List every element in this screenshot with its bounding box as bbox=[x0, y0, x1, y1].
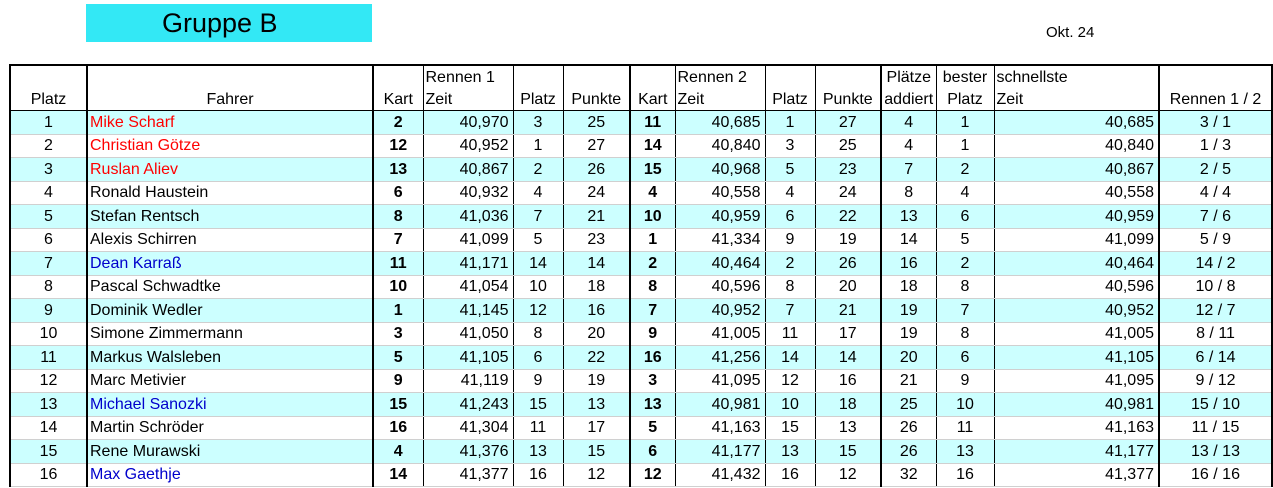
row-bester: 6 bbox=[936, 346, 994, 370]
row-platz2: 5 bbox=[765, 158, 815, 182]
row-kart1: 1 bbox=[373, 299, 423, 323]
row-addiert: 32 bbox=[881, 463, 936, 487]
table-row bbox=[10, 275, 1272, 299]
row-punkte1: 17 bbox=[563, 416, 630, 440]
row-bester: 2 bbox=[936, 252, 994, 276]
row-punkte1: 18 bbox=[563, 275, 630, 299]
row-punkte1: 12 bbox=[563, 463, 630, 487]
row-zeit2: 40,558 bbox=[675, 181, 765, 205]
header-plaetze-top: Plätze bbox=[881, 65, 936, 88]
row-platz1: 4 bbox=[513, 181, 563, 205]
row-kart1: 16 bbox=[373, 416, 423, 440]
row-kart2: 13 bbox=[630, 393, 675, 417]
row-zeit1: 40,932 bbox=[423, 181, 513, 205]
row-rennen12: 16 / 16 bbox=[1159, 463, 1272, 487]
row-punkte1: 27 bbox=[563, 134, 630, 158]
row-zeit2: 41,005 bbox=[675, 322, 765, 346]
table-body bbox=[10, 111, 1272, 487]
table-row bbox=[10, 440, 1272, 464]
row-platz1: 12 bbox=[513, 299, 563, 323]
row-fahrer: Max Gaethje bbox=[87, 463, 373, 487]
header-bester-bottom: Platz bbox=[936, 88, 994, 111]
row-rennen12: 15 / 10 bbox=[1159, 393, 1272, 417]
row-kart1: 2 bbox=[373, 111, 423, 135]
row-platz1: 13 bbox=[513, 440, 563, 464]
row-kart1: 15 bbox=[373, 393, 423, 417]
row-platz: 5 bbox=[10, 205, 87, 229]
row-addiert: 25 bbox=[881, 393, 936, 417]
header-kart1: Kart bbox=[373, 88, 423, 111]
row-zeit2: 40,959 bbox=[675, 205, 765, 229]
row-kart1: 7 bbox=[373, 228, 423, 252]
row-platz2: 14 bbox=[765, 346, 815, 370]
row-zeit1: 40,952 bbox=[423, 134, 513, 158]
row-fahrer: Pascal Schwadtke bbox=[87, 275, 373, 299]
row-schnellste: 40,596 bbox=[994, 275, 1159, 299]
row-rennen12: 8 / 11 bbox=[1159, 322, 1272, 346]
row-fahrer: Marc Metivier bbox=[87, 369, 373, 393]
row-zeit1: 41,050 bbox=[423, 322, 513, 346]
header-zeit1: Zeit bbox=[423, 88, 513, 111]
row-schnellste: 40,558 bbox=[994, 181, 1159, 205]
header-platz1: Platz bbox=[513, 88, 563, 111]
row-schnellste: 41,105 bbox=[994, 346, 1159, 370]
row-platz2: 16 bbox=[765, 463, 815, 487]
row-rennen12: 9 / 12 bbox=[1159, 369, 1272, 393]
row-kart1: 13 bbox=[373, 158, 423, 182]
row-kart1: 5 bbox=[373, 346, 423, 370]
row-fahrer: Martin Schröder bbox=[87, 416, 373, 440]
row-platz: 8 bbox=[10, 275, 87, 299]
header-fahrer: Fahrer bbox=[87, 88, 373, 111]
row-zeit2: 41,095 bbox=[675, 369, 765, 393]
row-platz2: 13 bbox=[765, 440, 815, 464]
table-row bbox=[10, 205, 1272, 229]
row-platz1: 7 bbox=[513, 205, 563, 229]
row-platz2: 10 bbox=[765, 393, 815, 417]
row-punkte1: 21 bbox=[563, 205, 630, 229]
row-punkte2: 26 bbox=[815, 252, 881, 276]
table-row bbox=[10, 393, 1272, 417]
row-zeit2: 40,840 bbox=[675, 134, 765, 158]
row-schnellste: 41,177 bbox=[994, 440, 1159, 464]
row-platz2: 7 bbox=[765, 299, 815, 323]
row-platz2: 9 bbox=[765, 228, 815, 252]
row-platz2: 15 bbox=[765, 416, 815, 440]
row-addiert: 21 bbox=[881, 369, 936, 393]
row-bester: 2 bbox=[936, 158, 994, 182]
row-rennen12: 5 / 9 bbox=[1159, 228, 1272, 252]
row-kart2: 10 bbox=[630, 205, 675, 229]
results-table bbox=[9, 64, 1273, 487]
header-rennen2: Rennen 2 bbox=[675, 65, 765, 88]
group-title: Gruppe B bbox=[86, 4, 372, 42]
row-platz: 10 bbox=[10, 322, 87, 346]
row-kart2: 11 bbox=[630, 111, 675, 135]
row-punkte2: 24 bbox=[815, 181, 881, 205]
row-platz1: 5 bbox=[513, 228, 563, 252]
row-platz: 7 bbox=[10, 252, 87, 276]
row-rennen12: 2 / 5 bbox=[1159, 158, 1272, 182]
row-bester: 9 bbox=[936, 369, 994, 393]
row-platz1: 16 bbox=[513, 463, 563, 487]
row-fahrer: Markus Walsleben bbox=[87, 346, 373, 370]
row-kart2: 14 bbox=[630, 134, 675, 158]
row-fahrer: Dominik Wedler bbox=[87, 299, 373, 323]
row-punkte1: 15 bbox=[563, 440, 630, 464]
table-row bbox=[10, 134, 1272, 158]
table-row bbox=[10, 158, 1272, 182]
row-schnellste: 40,981 bbox=[994, 393, 1159, 417]
row-rennen12: 12 / 7 bbox=[1159, 299, 1272, 323]
row-platz: 14 bbox=[10, 416, 87, 440]
row-zeit1: 41,119 bbox=[423, 369, 513, 393]
row-fahrer: Rene Murawski bbox=[87, 440, 373, 464]
row-schnellste: 41,005 bbox=[994, 322, 1159, 346]
row-zeit2: 41,163 bbox=[675, 416, 765, 440]
row-fahrer: Christian Götze bbox=[87, 134, 373, 158]
row-rennen12: 10 / 8 bbox=[1159, 275, 1272, 299]
row-bester: 6 bbox=[936, 205, 994, 229]
row-punkte1: 20 bbox=[563, 322, 630, 346]
row-punkte2: 13 bbox=[815, 416, 881, 440]
row-rennen12: 6 / 14 bbox=[1159, 346, 1272, 370]
row-addiert: 7 bbox=[881, 158, 936, 182]
row-rennen12: 13 / 13 bbox=[1159, 440, 1272, 464]
row-fahrer: Mike Scharf bbox=[87, 111, 373, 135]
header-rennen12: Rennen 1 / 2 bbox=[1159, 88, 1272, 111]
row-platz2: 1 bbox=[765, 111, 815, 135]
row-punkte1: 22 bbox=[563, 346, 630, 370]
row-fahrer: Simone Zimmermann bbox=[87, 322, 373, 346]
row-platz: 2 bbox=[10, 134, 87, 158]
row-kart1: 12 bbox=[373, 134, 423, 158]
row-platz2: 2 bbox=[765, 252, 815, 276]
row-zeit1: 41,304 bbox=[423, 416, 513, 440]
header-schnellste-bottom: Zeit bbox=[994, 88, 1159, 111]
header-platz: Platz bbox=[10, 88, 87, 111]
row-punkte2: 23 bbox=[815, 158, 881, 182]
row-platz: 9 bbox=[10, 299, 87, 323]
row-kart2: 15 bbox=[630, 158, 675, 182]
row-addiert: 19 bbox=[881, 322, 936, 346]
row-bester: 7 bbox=[936, 299, 994, 323]
row-zeit1: 40,867 bbox=[423, 158, 513, 182]
row-platz2: 11 bbox=[765, 322, 815, 346]
row-punkte2: 22 bbox=[815, 205, 881, 229]
row-zeit1: 40,970 bbox=[423, 111, 513, 135]
row-schnellste: 40,959 bbox=[994, 205, 1159, 229]
header-rennen1: Rennen 1 bbox=[423, 65, 513, 88]
table-row bbox=[10, 111, 1272, 135]
header-schnellste-top: schnellste bbox=[994, 65, 1159, 88]
row-platz: 6 bbox=[10, 228, 87, 252]
row-punkte2: 21 bbox=[815, 299, 881, 323]
row-zeit1: 41,145 bbox=[423, 299, 513, 323]
header-platz2: Platz bbox=[765, 88, 815, 111]
table-row bbox=[10, 416, 1272, 440]
row-platz1: 9 bbox=[513, 369, 563, 393]
row-kart1: 4 bbox=[373, 440, 423, 464]
row-punkte2: 17 bbox=[815, 322, 881, 346]
row-kart1: 11 bbox=[373, 252, 423, 276]
header-plaetze-bottom: addiert bbox=[881, 88, 936, 111]
row-kart2: 9 bbox=[630, 322, 675, 346]
row-zeit2: 40,464 bbox=[675, 252, 765, 276]
row-fahrer: Ruslan Aliev bbox=[87, 158, 373, 182]
row-kart2: 12 bbox=[630, 463, 675, 487]
row-addiert: 26 bbox=[881, 416, 936, 440]
row-kart2: 1 bbox=[630, 228, 675, 252]
row-zeit2: 40,596 bbox=[675, 275, 765, 299]
row-addiert: 4 bbox=[881, 134, 936, 158]
row-bester: 8 bbox=[936, 322, 994, 346]
row-schnellste: 40,952 bbox=[994, 299, 1159, 323]
row-addiert: 19 bbox=[881, 299, 936, 323]
row-punkte1: 16 bbox=[563, 299, 630, 323]
row-platz: 13 bbox=[10, 393, 87, 417]
table-row bbox=[10, 346, 1272, 370]
row-zeit1: 41,036 bbox=[423, 205, 513, 229]
row-platz1: 15 bbox=[513, 393, 563, 417]
row-zeit1: 41,171 bbox=[423, 252, 513, 276]
row-kart1: 10 bbox=[373, 275, 423, 299]
row-zeit2: 41,256 bbox=[675, 346, 765, 370]
table-header bbox=[10, 65, 1272, 111]
row-kart1: 14 bbox=[373, 463, 423, 487]
row-platz1: 6 bbox=[513, 346, 563, 370]
row-punkte2: 18 bbox=[815, 393, 881, 417]
row-platz: 3 bbox=[10, 158, 87, 182]
row-schnellste: 40,840 bbox=[994, 134, 1159, 158]
table-row bbox=[10, 252, 1272, 276]
row-punkte1: 23 bbox=[563, 228, 630, 252]
row-rennen12: 4 / 4 bbox=[1159, 181, 1272, 205]
table-row bbox=[10, 322, 1272, 346]
row-zeit1: 41,099 bbox=[423, 228, 513, 252]
row-rennen12: 11 / 15 bbox=[1159, 416, 1272, 440]
row-punkte1: 25 bbox=[563, 111, 630, 135]
table-row bbox=[10, 228, 1272, 252]
row-schnellste: 41,163 bbox=[994, 416, 1159, 440]
row-platz2: 3 bbox=[765, 134, 815, 158]
row-bester: 10 bbox=[936, 393, 994, 417]
row-schnellste: 41,099 bbox=[994, 228, 1159, 252]
row-addiert: 26 bbox=[881, 440, 936, 464]
row-platz1: 11 bbox=[513, 416, 563, 440]
row-zeit2: 41,177 bbox=[675, 440, 765, 464]
row-platz: 11 bbox=[10, 346, 87, 370]
row-bester: 1 bbox=[936, 134, 994, 158]
row-kart2: 7 bbox=[630, 299, 675, 323]
row-platz1: 8 bbox=[513, 322, 563, 346]
row-rennen12: 14 / 2 bbox=[1159, 252, 1272, 276]
row-addiert: 16 bbox=[881, 252, 936, 276]
row-schnellste: 40,685 bbox=[994, 111, 1159, 135]
row-kart2: 3 bbox=[630, 369, 675, 393]
row-kart1: 8 bbox=[373, 205, 423, 229]
row-addiert: 14 bbox=[881, 228, 936, 252]
row-kart1: 3 bbox=[373, 322, 423, 346]
table-row bbox=[10, 463, 1272, 487]
row-punkte1: 13 bbox=[563, 393, 630, 417]
row-punkte2: 20 bbox=[815, 275, 881, 299]
row-schnellste: 41,377 bbox=[994, 463, 1159, 487]
row-platz1: 2 bbox=[513, 158, 563, 182]
row-punkte2: 12 bbox=[815, 463, 881, 487]
row-fahrer: Michael Sanozki bbox=[87, 393, 373, 417]
row-punkte2: 25 bbox=[815, 134, 881, 158]
row-platz2: 8 bbox=[765, 275, 815, 299]
row-fahrer: Alexis Schirren bbox=[87, 228, 373, 252]
row-zeit2: 40,968 bbox=[675, 158, 765, 182]
header-bester-top: bester bbox=[936, 65, 994, 88]
row-platz: 16 bbox=[10, 463, 87, 487]
row-platz1: 3 bbox=[513, 111, 563, 135]
row-fahrer: Stefan Rentsch bbox=[87, 205, 373, 229]
header-kart2: Kart bbox=[630, 88, 675, 111]
row-platz1: 10 bbox=[513, 275, 563, 299]
row-addiert: 13 bbox=[881, 205, 936, 229]
row-punkte1: 24 bbox=[563, 181, 630, 205]
row-platz: 15 bbox=[10, 440, 87, 464]
row-bester: 16 bbox=[936, 463, 994, 487]
table-row bbox=[10, 369, 1272, 393]
row-kart2: 6 bbox=[630, 440, 675, 464]
row-platz2: 12 bbox=[765, 369, 815, 393]
row-fahrer: Ronald Haustein bbox=[87, 181, 373, 205]
row-punkte1: 19 bbox=[563, 369, 630, 393]
row-bester: 5 bbox=[936, 228, 994, 252]
row-bester: 11 bbox=[936, 416, 994, 440]
row-platz: 1 bbox=[10, 111, 87, 135]
row-kart1: 9 bbox=[373, 369, 423, 393]
row-zeit2: 40,952 bbox=[675, 299, 765, 323]
row-addiert: 20 bbox=[881, 346, 936, 370]
row-kart2: 4 bbox=[630, 181, 675, 205]
table-row bbox=[10, 299, 1272, 323]
row-kart2: 2 bbox=[630, 252, 675, 276]
row-punkte2: 16 bbox=[815, 369, 881, 393]
row-zeit1: 41,243 bbox=[423, 393, 513, 417]
row-zeit1: 41,054 bbox=[423, 275, 513, 299]
row-platz1: 1 bbox=[513, 134, 563, 158]
row-zeit2: 40,981 bbox=[675, 393, 765, 417]
row-bester: 8 bbox=[936, 275, 994, 299]
row-zeit1: 41,377 bbox=[423, 463, 513, 487]
row-platz1: 14 bbox=[513, 252, 563, 276]
row-punkte2: 14 bbox=[815, 346, 881, 370]
row-addiert: 18 bbox=[881, 275, 936, 299]
row-zeit2: 40,685 bbox=[675, 111, 765, 135]
row-bester: 4 bbox=[936, 181, 994, 205]
row-zeit1: 41,105 bbox=[423, 346, 513, 370]
row-platz2: 4 bbox=[765, 181, 815, 205]
row-rennen12: 7 / 6 bbox=[1159, 205, 1272, 229]
header-punkte1: Punkte bbox=[563, 88, 630, 111]
row-punkte2: 15 bbox=[815, 440, 881, 464]
row-punkte2: 19 bbox=[815, 228, 881, 252]
row-platz: 4 bbox=[10, 181, 87, 205]
row-punkte2: 27 bbox=[815, 111, 881, 135]
row-fahrer: Dean Karraß bbox=[87, 252, 373, 276]
row-bester: 1 bbox=[936, 111, 994, 135]
row-addiert: 8 bbox=[881, 181, 936, 205]
row-kart2: 8 bbox=[630, 275, 675, 299]
row-schnellste: 40,867 bbox=[994, 158, 1159, 182]
date-label: Okt. 24 bbox=[1046, 24, 1095, 41]
header-punkte2: Punkte bbox=[815, 88, 881, 111]
row-kart2: 16 bbox=[630, 346, 675, 370]
row-rennen12: 1 / 3 bbox=[1159, 134, 1272, 158]
row-schnellste: 40,464 bbox=[994, 252, 1159, 276]
row-platz2: 6 bbox=[765, 205, 815, 229]
row-addiert: 4 bbox=[881, 111, 936, 135]
row-zeit2: 41,432 bbox=[675, 463, 765, 487]
row-kart2: 5 bbox=[630, 416, 675, 440]
row-punkte1: 14 bbox=[563, 252, 630, 276]
row-kart1: 6 bbox=[373, 181, 423, 205]
row-zeit1: 41,376 bbox=[423, 440, 513, 464]
row-rennen12: 3 / 1 bbox=[1159, 111, 1272, 135]
header-zeit2: Zeit bbox=[675, 88, 765, 111]
row-bester: 13 bbox=[936, 440, 994, 464]
table-row bbox=[10, 181, 1272, 205]
row-platz: 12 bbox=[10, 369, 87, 393]
row-schnellste: 41,095 bbox=[994, 369, 1159, 393]
row-zeit2: 41,334 bbox=[675, 228, 765, 252]
row-punkte1: 26 bbox=[563, 158, 630, 182]
